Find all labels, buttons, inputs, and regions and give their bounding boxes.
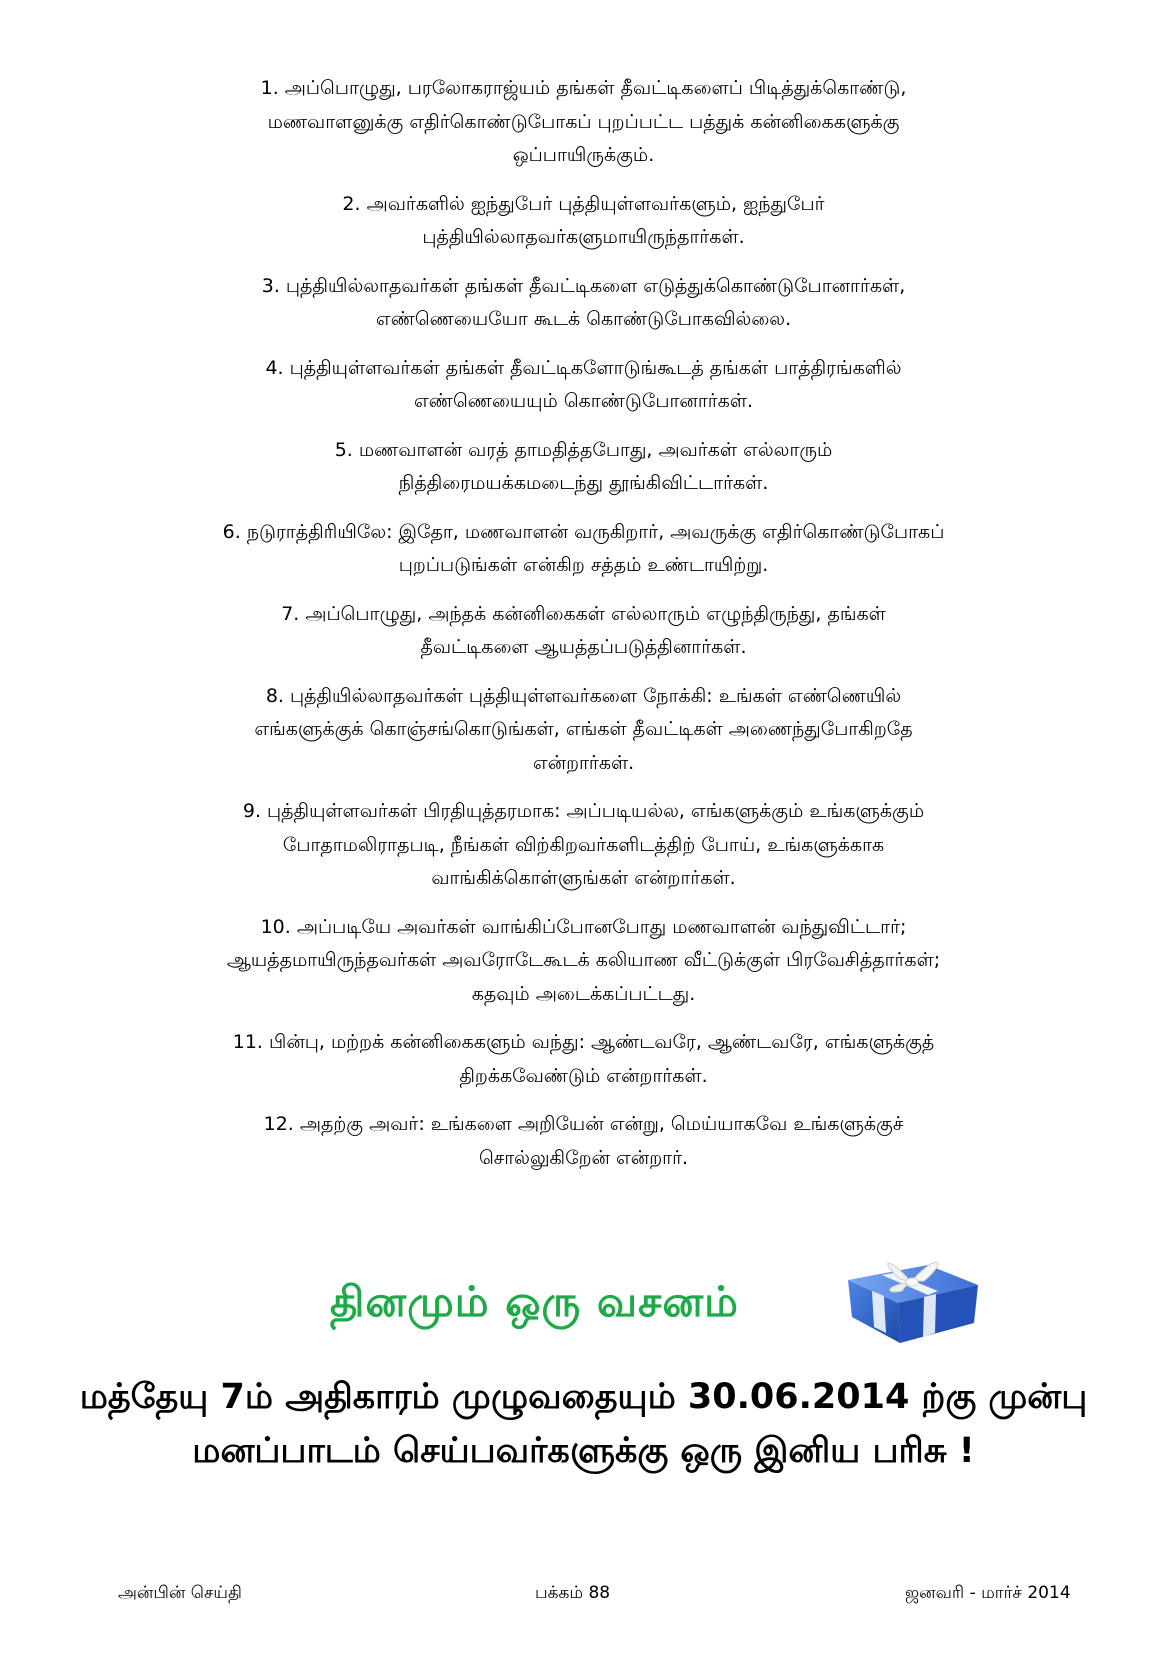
verse-line: 9. புத்தியுள்ளவர்கள் பிரதியுத்தரமாக: அப்படியல்ல, எங்களுக்கும் உங்களுக்கும் (242, 800, 925, 822)
verse-9 (80, 795, 1087, 896)
verse-line: 10. அப்படியே அவர்கள் வாங்கிப்போனபோது மணவாளன் வந்துவிட்டார்; (260, 915, 907, 938)
verse-line: எண்ணெயையோ கூடக் கொண்டுபோகவில்லை. (375, 308, 792, 330)
verse-line: 12. அதற்கு அவர்: உங்களை அறியேன் என்று, மெய்யாகவே உங்களுக்குச் (263, 1113, 904, 1135)
verse-line: 7. அப்பொழுது, அந்தக் கன்னிகைகள் எல்லாரும் எழுந்திருந்து, தங்கள் (281, 602, 886, 625)
verse-10 (80, 911, 1087, 1012)
verse-7 (80, 598, 1087, 665)
verse-line: 6. நடுராத்திரியிலே: இதோ, மணவாளன் வருகிறார், அவருக்கு எதிர்கொண்டுபோகப் (222, 520, 945, 543)
gift-box-icon (838, 1235, 988, 1345)
verse-line: புத்தியில்லாதவர்களுமாயிருந்தார்கள். (422, 226, 745, 248)
verse-line: மணவாளனுக்கு எதிர்கொண்டுபோகப் புறப்பட்ட பத்துக் கன்னிகைகளுக்கு (267, 110, 900, 133)
verse-line: தீவட்டிகளை ஆயத்தப்படுத்தினார்கள். (420, 636, 747, 658)
verse-12 (80, 1108, 1087, 1175)
verse-line: கதவும் அடைக்கப்பட்டது. (471, 982, 696, 1005)
announcement-line-1: மத்தேயு 7ம் அதிகாரம் முழுவதையும் 30.06.2014 ற்கு முன்பு (79, 1377, 1088, 1417)
verse-line: 5. மணவாளன் வரத் தாமதித்தபோது, அவர்கள் எல்லாரும் (334, 438, 833, 461)
verse-line: திறக்கவேண்டும் என்றார்கள். (459, 1064, 708, 1087)
verse-6 (80, 516, 1087, 583)
footer-page-number: பக்கம் 88 (535, 1583, 611, 1603)
verse-line: வாங்கிக்கொள்ளுங்கள் என்றார்கள். (431, 867, 736, 889)
verse-1 (80, 72, 1087, 173)
verse-line: புறப்படுங்கள் என்கிற சத்தம் உண்டாயிற்று. (398, 554, 769, 576)
verse-2 (80, 188, 1087, 255)
announcement-line-2: மனப்பாடம் செய்பவர்களுக்கு ஒரு இனிய பரிசு ! (192, 1431, 975, 1471)
verse-line: எண்ணெயையும் கொண்டுபோனார்கள். (413, 390, 754, 412)
verse-line: போதாமலிராதபடி, நீங்கள் விற்கிறவர்களிடத்திற் போய், உங்களுக்காக (282, 833, 885, 856)
verse-line: 2. அவர்களில் ஐந்துபேர் புத்தியுள்ளவர்களும், ஐந்துபேர் (342, 192, 825, 215)
verse-line: சொல்லுகிறேன் என்றார். (478, 1146, 689, 1169)
verse-line: 3. புத்தியில்லாதவர்கள் தங்கள் தீவட்டிகளை எடுத்துக்கொண்டுபோனார்கள், (261, 274, 906, 297)
verse-4 (80, 352, 1087, 419)
footer-issue: ஜனவரி - மார்ச் 2014 (905, 1583, 1071, 1603)
verse-line: என்றார்கள். (532, 751, 635, 774)
verse-line: 11. பின்பு, மற்றக் கன்னிகைகளும் வந்து: ஆண்டவரே, ஆண்டவரே, எங்களுக்குத் (232, 1031, 935, 1053)
verse-line: நித்திரைமயக்கமடைந்து தூங்கிவிட்டார்கள். (398, 472, 769, 494)
daily-verse-title: தினமும் ஒரு வசனம் (330, 1277, 739, 1326)
verse-line: 4. புத்தியுள்ளவர்கள் தங்கள் தீவட்டிகளோடுங்கூடத் தங்கள் பாத்திரங்களில் (265, 356, 902, 379)
verse-5 (80, 434, 1087, 501)
verse-line: 1. அப்பொழுது, பரலோகராஜ்யம் தங்கள் தீவட்டிகளைப் பிடித்துக்கொண்டு, (260, 77, 907, 99)
footer-publication: அன்பின் செய்தி (118, 1583, 242, 1603)
verse-8 (80, 680, 1087, 781)
verse-line: 8. புத்தியில்லாதவர்கள் புத்தியுள்ளவர்களை நோக்கி: உங்கள் எண்ணெயில் (265, 684, 902, 707)
verse-line: ஒப்பாயிருக்கும். (512, 144, 655, 166)
verse-line: ஆயத்தமாயிருந்தவர்கள் அவரோடேகூடக் கலியாண வீட்டுக்குள் பிரவேசித்தார்கள்; (226, 949, 941, 971)
page-footer (0, 1583, 1167, 1613)
verse-list (80, 72, 1087, 1190)
prize-announcement (40, 1370, 1127, 1478)
verse-3 (80, 270, 1087, 337)
verse-line: எங்களுக்குக் கொஞ்சங்கொடுங்கள், எங்கள் தீவட்டிகள் அணைந்துபோகிறதே (254, 718, 913, 740)
verse-11 (80, 1026, 1087, 1093)
